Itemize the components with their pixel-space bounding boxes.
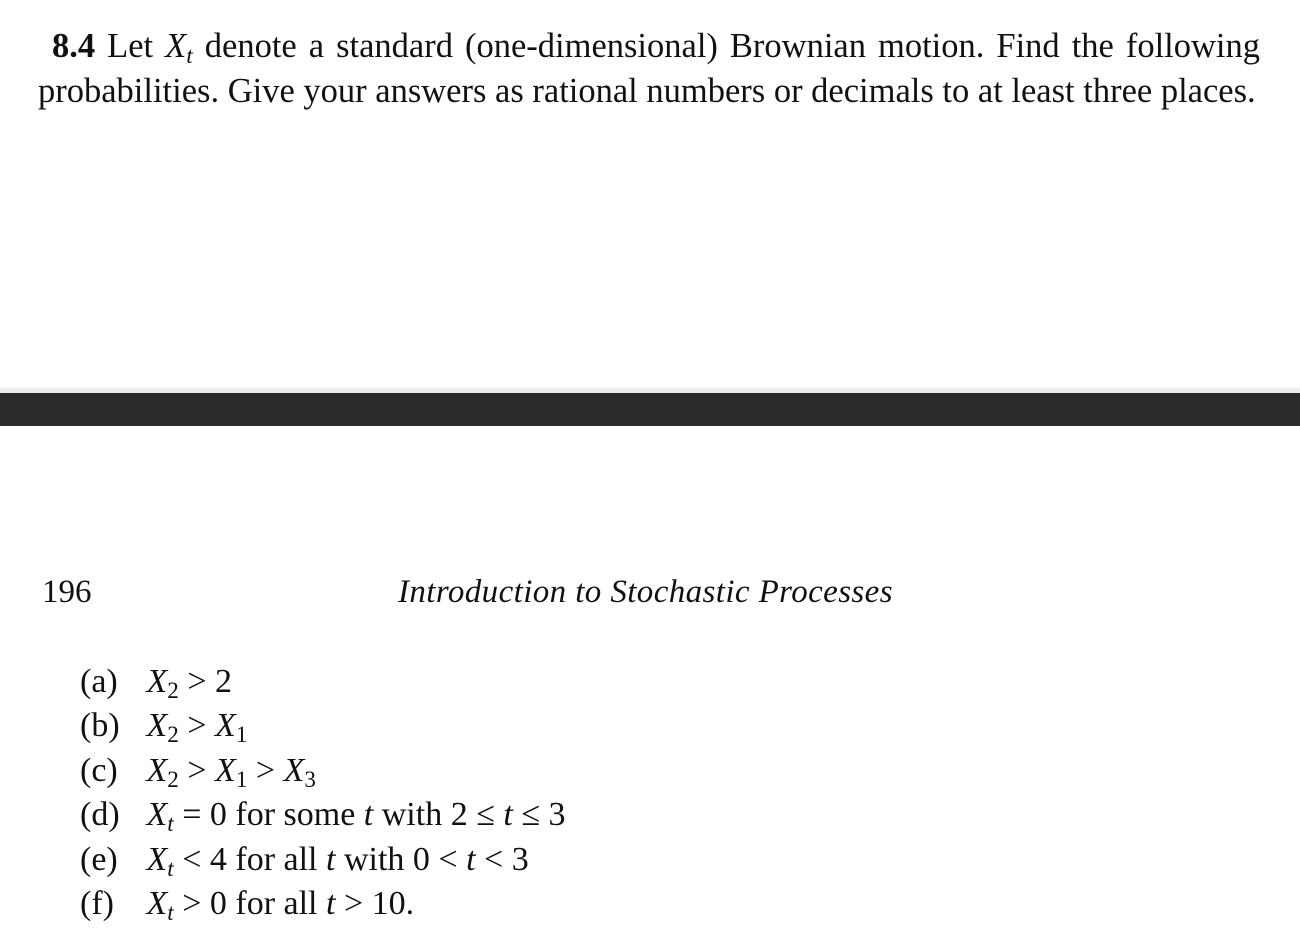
- problem-part-label: (c): [80, 751, 118, 789]
- problem-part-math: X: [283, 751, 305, 789]
- problem-part-math: X: [146, 796, 168, 834]
- problem-part: [80, 749, 565, 793]
- problem-part-math: > 10.: [335, 885, 415, 923]
- problem-part-math: > 0 for all: [173, 885, 327, 923]
- problem-part-label: (a): [80, 663, 118, 700]
- problem-part-math: = 0 for some: [173, 796, 364, 834]
- problem-part-math: >: [247, 751, 284, 789]
- problem-part-math: 1: [235, 766, 248, 793]
- problem-part-label: (d): [80, 796, 120, 834]
- problem-parts-list: [80, 660, 565, 926]
- problem-part-math: t: [363, 796, 374, 834]
- problem-var-x: X: [165, 27, 187, 65]
- problem-part-math: t: [167, 855, 174, 882]
- problem-part-math: X: [215, 751, 236, 789]
- problem-page-top: [0, 0, 1300, 388]
- problem-part-math: < 4 for all: [173, 840, 327, 878]
- problem-part-math: 2: [167, 766, 179, 793]
- problem-part-label: (b): [80, 707, 120, 745]
- problem-var-subscript: t: [186, 42, 193, 69]
- problem-part-math: t: [503, 796, 513, 834]
- problem-part-math: 2: [167, 677, 179, 704]
- problem-part-math: 1: [235, 722, 248, 749]
- problem-part-math: X: [146, 751, 168, 789]
- problem-part: [80, 838, 565, 882]
- problem-part-math: X: [146, 663, 168, 700]
- problem-part: [80, 793, 565, 837]
- problem-number: 8.4: [52, 27, 96, 65]
- problem-part-math: ≤ 3: [512, 796, 566, 834]
- problem-part-math: >: [178, 751, 216, 789]
- problem-part-math: with 2 ≤: [373, 796, 504, 834]
- problem-part-math: 2: [167, 722, 179, 749]
- problem-part: [80, 660, 565, 704]
- problem-part-math: t: [326, 840, 336, 878]
- problem-part-math: t: [167, 810, 174, 837]
- problem-part-math: 3: [304, 766, 316, 793]
- problem-part-math: t: [466, 840, 476, 878]
- problem-part-math: with 0 <: [335, 840, 467, 878]
- problem-part: [80, 882, 565, 926]
- problem-part-math: > 2: [178, 663, 233, 700]
- problem-part-label: (e): [80, 840, 118, 878]
- problem-part-math: X: [215, 707, 236, 745]
- problem-part-math: X: [146, 840, 168, 878]
- problem-text-lead: Let: [107, 27, 166, 65]
- page-number: 196: [42, 574, 92, 610]
- problem-part-math: < 3: [475, 840, 529, 878]
- problem-part-math: t: [167, 899, 174, 926]
- problem-part-math: X: [146, 707, 168, 745]
- problem-part-math: t: [326, 885, 336, 923]
- running-head: Introduction to Stochastic Processes: [398, 574, 893, 610]
- problem-part: [80, 704, 565, 748]
- problem-part-label: (f): [80, 885, 114, 923]
- problem-part-math: >: [178, 707, 216, 745]
- problem-statement: [38, 24, 1260, 113]
- page-divider-bar: [0, 393, 1300, 426]
- problem-part-math: X: [146, 885, 168, 923]
- problem-text-body: denote a standard (one-dimensional) Brownian motion. Find the following probabilities. Give your answers as rational numbers or decimals to at least three places.: [38, 27, 1261, 110]
